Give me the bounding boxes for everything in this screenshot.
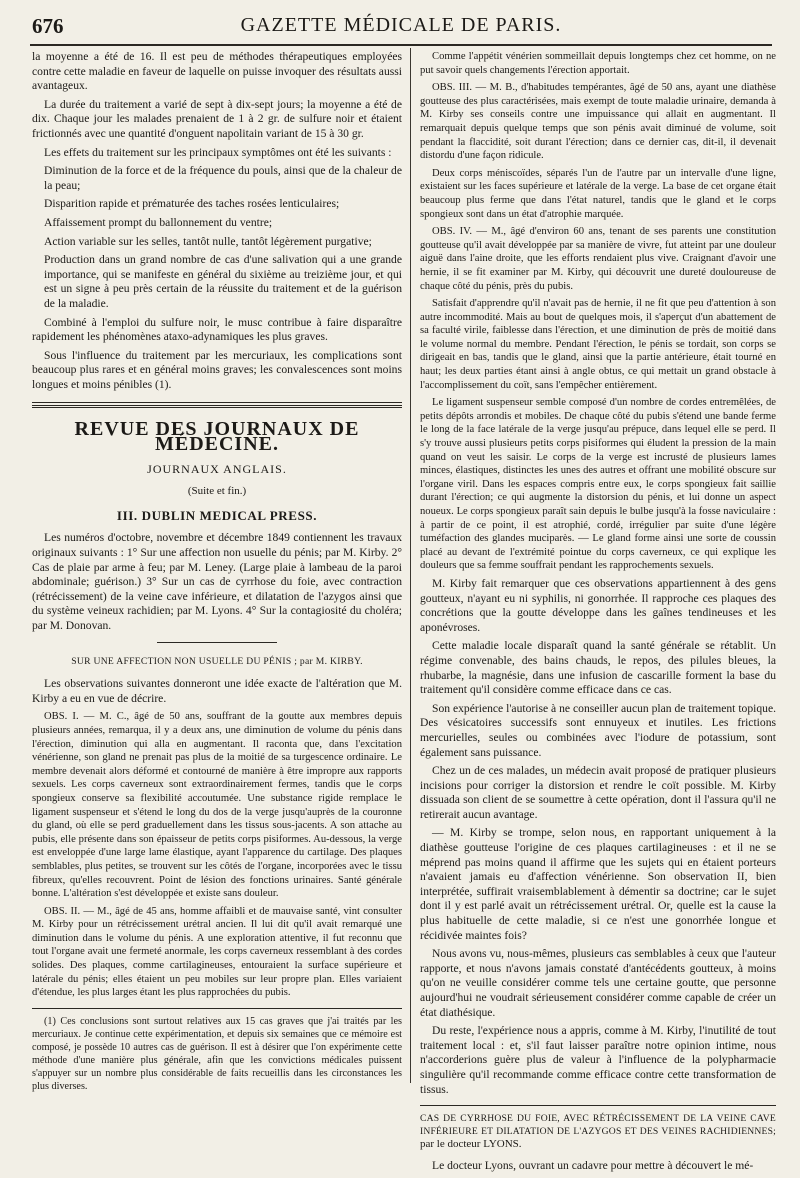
paragraph: la moyenne a été de 16. Il est peu de méthodes thérapeutiques employées contre cette maladie en faveur de laquelle on puisse invoquer des résultats aussi avantageux. (32, 50, 402, 93)
paragraph: Cette maladie locale disparaît quand la santé générale se rétablit. Un régime convenable, des bains chauds, le repos, des pilules bleues, la rhubarbe, la magnésie, dans une infusion de cascarille forment la base du traitement qu'il considère comme efficace dans ce cas. (420, 639, 776, 697)
paragraph: Chez un de ces malades, un médecin avait proposé de pratiquer plusieurs incisions pour corriger la distorsion et rendre le coït possible. M. Kirby dissuada son client de se soumettre à cette opération, dont il l'assura qu'il ne retirerait aucun avantage. (420, 764, 776, 821)
short-rule (157, 642, 277, 643)
paragraph: Deux corps méniscoïdes, séparés l'un de l'autre par un intervalle d'une ligne, existaient sur les faces supérieure et latérale de la verge. La base de cet organe était beaucoup plus ferme que dans l'état naturel, tandis que le gland et le corps spongieux sont dans un état d'atrophie marquée. (420, 167, 776, 220)
suite-note: (Suite et fin.) (187, 485, 247, 498)
effects-list (32, 164, 402, 311)
paragraph: M. Kirby fait remarquer que ces observations appartiennent à des gens goutteux, n'ayant eu ni syphilis, ni gonorrhée. Il rapproche ces plaques des concrétions que la goutte développe dans les gaînes tendineuses et les aponévroses. (420, 576, 776, 634)
list-item: Action variable sur les selles, tantôt nulle, tantôt légèrement purgative; (44, 234, 372, 248)
paragraph: La durée du traitement a varié de sept à dix-sept jours; la moyenne a été de dix. Chaque jour les malades prenaient de 1 à 2 gr. de sulfure noir et étaient frictionnés avec une quantité d'onguent napolitain variant de 15 à 30 gr. (32, 97, 402, 140)
list-item: Production dans un grand nombre de cas d'une salivation qui a une grande importance, qui se manifeste en général du sixième au treizième jour, et qui est un signe à peu près certain de la réussite du traitement et de la guérison de la maladie. (44, 253, 402, 310)
column-divider (410, 48, 411, 1083)
observation-4: OBS. IV. — M., âgé d'environ 60 ans, tenant de ses parents une constitution goutteuse qu'il avait développée par sa manière de vivre, fut atteint par une douleur aiguë dans l'aine droite, que les efforts rendaient plus vive. Craignant d'avoir une hernie, il se fit examiner par M. Kirby, qui découvrit une dureté douloureuse de chaque côté du pénis, près du pubis. (420, 226, 776, 292)
paragraph: Son expérience l'autorise à ne conseiller aucun plan de traitement topique. Des vésicatoires successifs sont ennuyeux et inutiles. Les frictions mercurielles, seules ou combinées avec l'iodure de potassium, sont également sans puissance. (420, 701, 776, 759)
paragraph: Les numéros d'octobre, novembre et décembre 1849 contiennent les travaux originaux suivants : 1° Sur une affection non usuelle du pénis; par M. Kirby. 2° Cas de plaie par arme à feu; par M. Leney. (Large plaie à lambeau de la paroi abdominale; guérison.) 3° Sur un cas de cyrrhose du foie, avec contraction (rétrécissement) de la veine cave inférieure, et dilatation de l'azygos ainsi que du système veineux rachidien; par M. Lyons. 4° Sur la contagiosité du choléra; par M. Donovan. (32, 531, 402, 632)
article-heading: SUR UNE AFFECTION NON USUELLE DU PÉNIS ; par M. KIRBY. (71, 655, 363, 667)
article-author: par le docteur LYONS. (420, 1138, 522, 1151)
list-item: Diminution de la force et de la fréquence du pouls, ainsi que de la chaleur de la peau; (44, 164, 402, 192)
paragraph: — M. Kirby se trompe, selon nous, en rapportant uniquement à la diathèse goutteuse l'origine de ces plaques cartilagineuses : et il ne se méprend pas moins quand il affirme que les sujets qui en étaient porteurs n'avaient jamais eu d'affection vénérienne. Son observation II, bien interprétée, suffirait vraisemblablement à démentir sa doctrine; car le sujet dont il y est parlé avait un rétrécissement urétral. Or, quelle est la cause la plus habituelle de cette maladie, si ce n'est une gonorrhée longue et récidivée maintes fois? (420, 826, 776, 942)
section-rule-double (32, 405, 402, 408)
paragraph: Nous avons vu, nous-mêmes, plusieurs cas semblables à ceux que l'auteur rapporte, et nous n'avons jamais constaté d'antécédents goutteux, à moins qu'on ne veuille considérer comme tels une certaine goutte, que personne aujourd'hui ne voudrait sérieusement considérer comme capable de créer un état diathésique. (420, 947, 776, 1019)
footnote-rule (32, 1008, 402, 1009)
paragraph: Le docteur Lyons, ouvrant un cadavre pour mettre à découvert le mé- (432, 1159, 754, 1173)
left-column (32, 50, 402, 1097)
running-title: GAZETTE MÉDICALE DE PARIS. (240, 14, 562, 36)
article-heading: CAS DE CYRRHOSE DU FOIE, AVEC RÉTRÉCISSEMENT DE LA VEINE CAVE INFÉRIEURE ET DILATATION DE L'AZYGOS ET DES VEINES RACHIDIENNES; (420, 1113, 776, 1138)
paragraph: Combiné à l'emploi du sulfure noir, le musc contribue à faire disparaître rapidement les phénomènes ataxo-adynamiques les plus graves. (32, 315, 402, 344)
observation-1: OBS. I. — M. C., âgé de 50 ans, souffrant de la goutte aux membres depuis plusieurs années, remarqua, il y a deux ans, une diminution de volume du pénis dans l'érection, diminution qui alla en augmentant. Il raconta que, dans l'excitation vénérienne, son gland ne prenait pas plus de la moitié de sa turgescence ordinaire. Le membre devenait alors déformé et contourné de manière à être impropre aux rapports sexuels. Les corps caverneux sont extraordinairement fermes, tandis que le corps spongieux conserve sa flexibilité accoutumée. Une substance rigide remplace le ligament suspenseur et s'étend le long du dos de la verge jusqu'auprès de la couronne du gland, où elle se perd graduellement dans les tissus sous-jacents. A son attache au pubis, elle présente dans son épaisseur de petits corps pisiformes. Au-dessous, la verge est enveloppée d'une large lame élastique, ayant l'apparence du cartilage. Des plaques semblables, plus petites, se trouvent sur les côtés de l'organe, incorporées avec le tissu fibreux, qu'elles recouvrent. Point de lésion des fonctions urinaires. Santé générale bonne. L'altération s'est développée et existe sans douleur. (32, 711, 402, 900)
observation-3: OBS. III. — M. B., d'habitudes tempérantes, âgé de 50 ans, ayant une diathèse goutteuse des plus caractérisées, mais exempt de toute maladie urinaire, demanda à M. Kirby ses conseils contre une impuissance qui allait en augmentant. Il remarquait depuis quelque temps que son pénis avait diminué de volume, soit pendant la flaccidité, soit durant l'érection; dans ce dernier cas, dit-il, il devenait distordu d'une façon ridicule. (420, 82, 776, 162)
paragraph: Les observations suivantes donneront une idée exacte de l'altération que M. Kirby a eu en vue de décrire. (32, 677, 402, 705)
paragraph: Comme l'appétit vénérien sommeillait depuis longtemps chez cet homme, on ne put savoir quels changements l'érection apportait. (420, 51, 776, 76)
section-rule (32, 402, 402, 403)
footnote: (1) Ces conclusions sont surtout relatives aux 15 cas graves que j'ai traités par les mercuriaux. Je continue cette expérimentation, et depuis six semaines que ce mémoire est composé, je possède 10 autres cas de guérison. Il est à désirer que l'on expérimente cette méthode d'une manière plus générale, afin que les convictions médicales puissent s'appuyer sur un nombre plus considérable de faits recueillis dans les circonstances les plus diverses. (32, 1015, 402, 1092)
observation-2: OBS. II. — M., âgé de 45 ans, homme affaibli et de mauvaise santé, vint consulter M. Kirby pour un rétrécissement urétral ancien. Il lui dit qu'il avait remarqué une diminution dans le volume du pénis. A une exploration attentive, il fut reconnu que tout l'organe avait une fermeté anormale, les corps caverneux ressemblant à des cordes solides. Des plaques, comme cartilagineuses, entouraient la surface supérieure et latérale du pénis; elles étaient un peu mobiles sur leur propre plan. Elles variaient d'étendue, les plus larges étant les plus rapprochées du pubis. (32, 905, 402, 999)
list-item: Disparition rapide et prématurée des taches rosées lenticulaires; (44, 197, 340, 211)
paragraph: Sous l'influence du traitement par les mercuriaux, les complications sont beaucoup plus rares et en général moins graves; les convalescences sont moins longues et moins pénibles (1). (32, 348, 402, 391)
page-header (30, 10, 772, 44)
article-heading-block (420, 1105, 776, 1151)
page-number: 676 (32, 14, 64, 38)
paragraph: Le ligament suspenseur semble composé d'un nombre de cordes entremêlées, de petits dépôts arrondis et mobiles. De chaque côté du pubis s'étend une bande ferme le long de la face latérale de la verge jusqu'au prépuce, dans lequel elle se perd. Il s'y trouve aussi plusieurs petits corps pisiformes qui éludent la pression de la main quand on veut les saisir. Le corps de la verge est incrusté de plusieurs lames minces, élastiques, distinctes les unes des autres et offrant une mobilité obscure sur l'organe viril. Dans les espaces compris entre eux, le corps spongieux fait saillie durant l'érection; ce qui augmente la distorsion du pénis, et lui donne un aspect noueux. Le corps spongieux paraît sain depuis le bulbe jusqu'à la fosse naviculaire : à partir de ce point, il est atrophié, cordé, irrégulier par suite d'une légère tuméfaction des glandes muciparès. — Le gland forme ainsi une sorte de coussin placé au devant de l'extrémité pointue du corps caverneux, ce qui explique les douleurs que sa femme souffrait pendant les rapprochements sexuels. (420, 397, 776, 572)
journal-heading: III. DUBLIN MEDICAL PRESS. (116, 507, 318, 523)
subsection-title: JOURNAUX ANGLAIS. (147, 461, 287, 476)
header-rule (30, 44, 772, 46)
paragraph: Satisfait d'apprendre qu'il n'avait pas de hernie, il ne fit que peu d'attention à son autre incommodité. Mais au bout de quelques mois, il s'aperçut d'un abattement de sa faculté virile, faiblesse dans l'érection, et une diminution de près de moitié dans le volume normal du membre. Pendant l'érection, le pénis se tordait, son corps se dirigeait en bas, tandis que le gland, ainsi que la partie antérieure, était tourné en haut; les deux parties étant ainsi à angle obtus, ce qui mettait un grand obstacle à l'accomplissement du coït, sans l'empêcher entièrement. (420, 298, 776, 391)
list-item: Affaissement prompt du ballonnement du ventre; (44, 215, 273, 229)
paragraph: Les effets du traitement sur les principaux symptômes ont été les suivants : (44, 145, 392, 159)
section-title: REVUE DES JOURNAUX DE MÉDECINE. (74, 418, 360, 456)
paragraph: Du reste, l'expérience nous a appris, comme à M. Kirby, l'inutilité de tout traitement local : et, s'il faut laisser paraître notre opinion intime, nous n'accorderions guère plus de valeur à l'influence de la polypharmacie singulière qu'il recommande comme efficace contre cette transformation de tissus. (420, 1024, 776, 1096)
right-column (420, 50, 776, 1178)
